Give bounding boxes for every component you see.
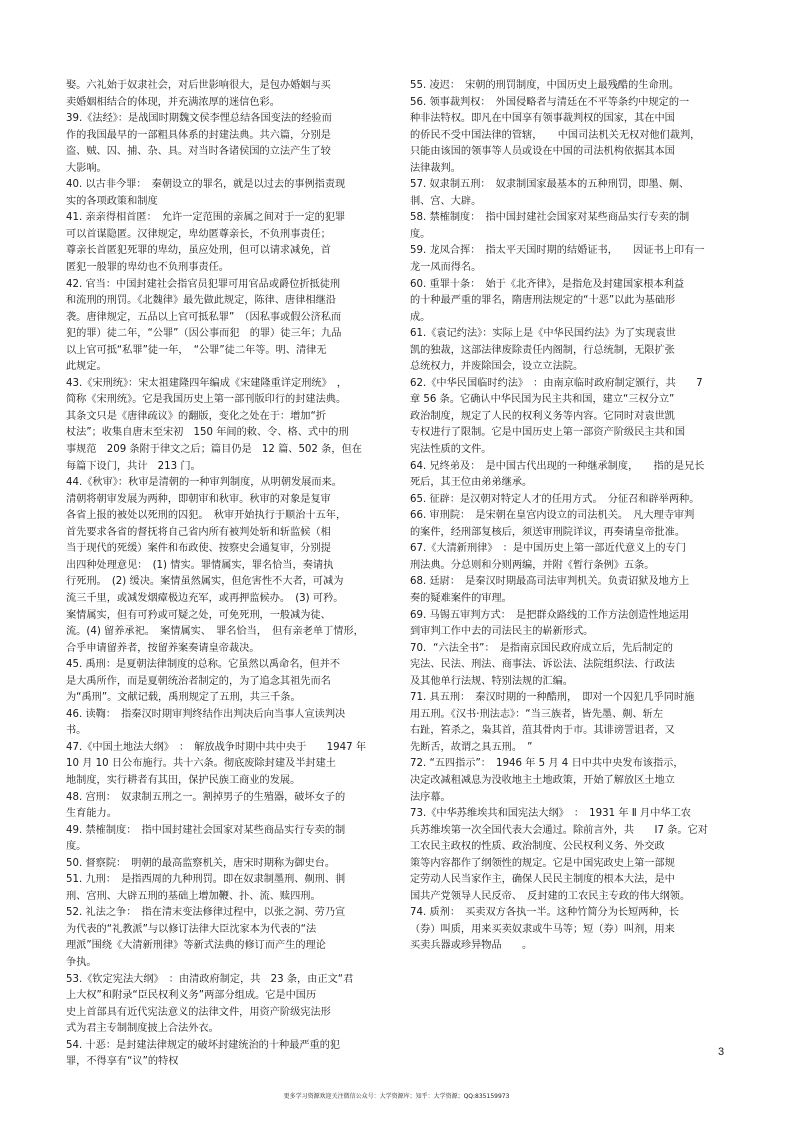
text-line: 10 月 10 日公布施行。共十六条。彻底废除封建及半封建土 xyxy=(66,758,336,770)
text-line: 57. 奴隶制五刑： 奴隶制国家最基本的五种刑罚，即墨、劓、 xyxy=(410,179,690,191)
text-line: 死后，其王位由弟弟继承。 xyxy=(410,477,533,489)
text-line: 为代表的“礼教派”与以修订法律大臣沈家本为代表的“法 xyxy=(66,923,317,935)
text-line: 53.《钦定宪法大纲》 ：由清政府制定，共 23 条，由正文“君 xyxy=(66,973,354,985)
text-line: 度。 xyxy=(66,841,87,853)
text-line: 上大权”和附录“臣民权利义务”两部分组成。它是中国历 xyxy=(66,990,317,1002)
text-line: 专权进行了限制。它是中国历史上第一部资产阶级民主共和国 xyxy=(410,427,686,439)
text-line: 65. 征辟：是汉朝对特定人才的任用方式。 分征召和辟举两种。 xyxy=(410,493,700,505)
text-line: 宪法、民法、刑法、商事法、诉讼法、法院组织法、行政法 xyxy=(410,659,675,671)
text-line: 罪，不得享有“议”的特权 xyxy=(66,1056,179,1068)
text-line: 的案件，经刑部复核后，须送审刑院详议，再奏请皇帝批准。 xyxy=(410,526,686,538)
text-line: 67.《大清新刑律》 ：是中国历史上第一部近代意义上的专门 xyxy=(410,543,686,555)
text-line: 行死刑。 (2) 缓决。案情虽然属实，但危害性不大者，可减为 xyxy=(66,576,344,588)
text-line: 62.《中华民国临时约法》 ：由南京临时政府制定颁行，共 7 xyxy=(410,377,703,389)
text-line: 41. 亲亲得相首匿： 允许一定范围的亲属之间对于一定的犯罪 xyxy=(66,212,346,224)
text-line: 先断舌，故谓之具五刑。 ” xyxy=(410,741,533,753)
text-line: 合乎申请留养者，按留养案奏请皇帝裁决。 xyxy=(66,642,260,654)
text-line: 龙一凤而得名。 xyxy=(410,262,482,274)
text-line: 总统权力，并废除国会，设立立法院。 xyxy=(410,361,584,373)
text-line: 和流刑的刑罚。《北魏律》最先做此规定，陈律、唐律相继沿 xyxy=(66,295,336,307)
right-column xyxy=(410,78,728,955)
text-line: 买卖兵器或珍异物品 。 xyxy=(410,940,533,952)
text-line: 51. 九刑： 是指西周的九种刑罚。即在奴隶制墨刑、劓刑、剕 xyxy=(66,874,346,886)
text-line: 作的我国最早的一部粗具体系的封建法典。共六篇，分别是 xyxy=(66,129,331,141)
text-line: 流三千里，或减发烟瘴极边充军，或再押监候办。 (3) 可矜。 xyxy=(66,592,344,604)
text-line: 40. 以古非今罪： 秦朝设立的罪名，就是以过去的事例指责现 xyxy=(66,179,346,191)
text-line: 47.《中国土地法大纲》 ： 解放战争时期中共中央于 1947 年 xyxy=(66,741,367,753)
text-line: 及其他单行法规、特别法规的汇编。 xyxy=(410,675,573,687)
text-line: 的十种最严重的罪名，隋唐刑法规定的“十恶”以此为基础形 xyxy=(410,295,676,307)
text-line: 56. 领事裁判权： 外国侵略者与清廷在不平等条约中规定的一 xyxy=(410,96,690,108)
text-line: 国共产党领导人民反帝、 反封建的工农民主专政的伟大纲领。 xyxy=(410,890,691,902)
text-line: （券）叫质，用来买卖奴隶或牛马等；短（券）叫剂，用来 xyxy=(410,923,675,935)
text-line: 首先要求各省的督抚将自己省内所有被判处斩和斩监候（相 xyxy=(66,526,331,538)
text-line: 犯的罪）徒二年，“公罪”（因公事而犯 的罪）徒三年；九品 xyxy=(66,328,342,340)
text-line: 种非法特权。即凡在中国享有领事裁判权的国家，其在中国 xyxy=(410,113,675,125)
text-line: 章 56 条。它确认中华民国为民主共和国，建立“三权分立” xyxy=(410,394,675,406)
text-line: 48. 宫刑： 奴隶制五刑之一。割掉男子的生殖器，破坏女子的 xyxy=(66,791,346,803)
text-line: 卖婚姻相结合的体现，并充满浓厚的迷信色彩。 xyxy=(66,96,280,108)
text-line: 策等内容都作了纲领性的规定。它是中国宪政史上第一部规 xyxy=(410,857,675,869)
text-line: 61.《袁记约法》：实际上是《中华民国约法》为了实现袁世 xyxy=(410,328,676,340)
text-line: 大影响。 xyxy=(66,162,107,174)
text-line: 兵苏维埃第一次全国代表大会通过。除前言外，共 Ⅰ7 条。它对 xyxy=(410,824,708,836)
text-line: 每篇下设门，共计 213 门。 xyxy=(66,460,201,472)
text-line: 奏的疑难案件的审理。 xyxy=(410,592,512,604)
text-line: 58. 禁榷制度： 指中国封建社会国家对某些商品实行专卖的制 xyxy=(410,212,690,224)
text-line: 其条文只是《唐律疏议》的翻版，变化之处在于：增加“折 xyxy=(66,410,326,422)
text-line: 简称《宋刑统》。它是我国历史上第一部刊版印行的封建法典。 xyxy=(66,394,347,406)
text-line: 用五刑。《汉书·刑法志》：“当三族者，皆先墨、劓、斩左 xyxy=(410,708,664,720)
text-line: 生育能力。 xyxy=(66,808,117,820)
text-line: 盗、贼、囚、捕、杂、具。对当时各诸侯国的立法产生了较 xyxy=(66,146,331,158)
footer-note: 更多学习资源欢迎关注微信公众号：大学资源库；知乎：大学资源；QQ:835159973 xyxy=(283,1093,510,1100)
text-line: 法序幕。 xyxy=(410,791,451,803)
text-line: 只能由该国的领事等人员或设在中国的司法机构依据其本国 xyxy=(410,146,675,158)
text-line: 68. 廷尉： 是秦汉时期最高司法审判机关。负责诏狱及地方上 xyxy=(410,576,690,588)
text-line: 实的各项政策和制度 xyxy=(66,195,158,207)
text-line: 此规定。 xyxy=(66,361,107,373)
text-line: 定劳动人民当家作主，确保人民民主制度的根本大法，是中 xyxy=(410,874,675,886)
text-line: 史上首部具有近代宪法意义的法律文件，用资产阶级宪法形 xyxy=(66,1006,331,1018)
text-line: 39.《法经》：是战国时期魏文侯李悝总结各国变法的经验而 xyxy=(66,113,332,125)
text-line: 60. 重罪十条： 始于《北齐律》，是指危及封建国家根本利益 xyxy=(410,278,685,290)
text-line: 工农民主政权的性质、政治制度、公民权利义务、外交政 xyxy=(410,841,665,853)
text-line: 54. 十恶：是封建法律规定的破坏封建统治的十种最严重的犯 xyxy=(66,1039,341,1051)
text-line: 刑、宫刑、大辟五刑的基础上增加鞭、扑、流、赎四刑。 xyxy=(66,890,321,902)
text-line: 当于现代的死缓）案件和布政使、按察史会通复审，分别提 xyxy=(66,543,331,555)
text-line: 凯的独裁，这部法律废除责任内阁制，行总统制，无限扩张 xyxy=(410,344,675,356)
text-line: 可以首谋隐匿。汉律规定，卑幼匿尊亲长，不负刑事责任； xyxy=(66,228,331,240)
text-line: 50. 督察院： 明朝的最高监察机关，唐宋时期称为御史台。 xyxy=(66,857,336,869)
text-line: 度。 xyxy=(410,228,431,240)
text-line: 以上官可抵“私罪”徒一年， “公罪”徒二年等。明、清律无 xyxy=(66,344,327,356)
text-line: 袭。唐律规定，五品以上官可抵私罪” （因私事或假公济私而 xyxy=(66,311,342,323)
text-line: 法律裁判。 xyxy=(410,162,461,174)
text-line: 案情属实，但有可矜或可疑之处，可免死刑，一般减为徒、 xyxy=(66,609,331,621)
text-line: 45. 禹刑：是夏朝法律制度的总称。它虽然以禹命名，但并不 xyxy=(66,659,341,671)
text-line: 书。 xyxy=(66,725,87,737)
text-line: 52. 礼法之争： 指在清末变法修律过程中，以张之洞、劳乃宣 xyxy=(66,907,346,919)
text-line: 59. 龙凤合挥： 指太平天国时期的结婚证书， 因证书上印有一 xyxy=(410,245,705,257)
text-line: 46. 读鞫： 指秦汉时期审判终结作出判决后向当事人宣读判决 xyxy=(66,708,346,720)
text-line: 娶。六礼始于奴隶社会，对后世影响很大，是包办婚姻与买 xyxy=(66,80,331,91)
text-line: 政治制度，规定了人民的权利义务等内容。它同时对袁世凯 xyxy=(410,410,675,422)
text-line: 剕、宫、大辟。 xyxy=(410,195,482,207)
text-line: 宪法性质的文件。 xyxy=(410,444,492,456)
text-line: 流。(4) 留养承祀。 案情属实、 罪名恰当， 但有亲老单丁情形， xyxy=(66,626,364,638)
text-line: 出四种处理意见： (1) 情实。罪情属实，罪名恰当，奏请执 xyxy=(66,559,334,571)
text-line: 64. 兄终弟及： 是中国古代出现的一种继承制度， 指的是兄长 xyxy=(410,460,705,472)
text-line: 匿犯一般罪的卑幼也不负刑事责任。 xyxy=(66,262,229,274)
text-line: 44.《秋审》：秋审是清朝的一种审判制度，从明朝发展而来。 xyxy=(66,477,342,489)
text-line: 的侨民不受中国法律的管辖， 中国司法机关无权对他们裁判， xyxy=(410,129,701,141)
text-line: 72. “五四指示”： 1946 年 5 月 4 日中共中央发布该指示， xyxy=(410,758,684,770)
text-line: 地制度，实行耕者有其田，保护民族工商业的发展。 xyxy=(66,774,301,786)
text-line: 争执。 xyxy=(66,956,97,968)
text-line: 成。 xyxy=(410,311,431,323)
text-line: 73.《中华苏维埃共和国宪法大纲》 ： 1931 年 Ⅱ 月中华工农 xyxy=(410,808,691,820)
text-line: 各省上报的被处以死刑的囚犯。 秋审开始执行于顺治十五年， xyxy=(66,510,347,522)
text-line: 66. 审刑院： 是宋朝在皇宫内设立的司法机关。 凡大理寺审判 xyxy=(410,510,695,522)
left-column xyxy=(66,78,388,1071)
text-line: 71. 具五刑： 秦汉时期的一种酷刑， 即对一个囚犯几乎同时施 xyxy=(410,692,695,704)
text-line: 尊亲长首匿犯死罪的卑幼，虽应处刑，但可以请求减免，首 xyxy=(66,245,331,257)
text-line: 43.《宋刑统》：宋太祖建隆四年编成《宋建隆重详定刑统》 ， xyxy=(66,377,348,389)
text-line: 74. 质剂： 买卖双方各执一半。这种竹简分为长短两种，长 xyxy=(410,907,680,919)
text-line: 为“禹刑”。文献记载，禹刑规定了五刑，共三千条。 xyxy=(66,692,301,704)
text-line: 杖法”；收集自唐末至宋初 150 年间的敕、令、格、式中的刑 xyxy=(66,427,349,439)
page-number: 3 xyxy=(718,1046,725,1058)
text-line: 决定改减租减息为没收地主土地政策，开始了解放区土地立 xyxy=(410,774,675,786)
text-line: 49. 禁榷制度： 指中国封建社会国家对某些商品实行专卖的制 xyxy=(66,824,346,836)
text-line: 69. 马锡五审判方式： 是把群众路线的工作方法创造性地运用 xyxy=(410,609,690,621)
text-line: 右趾，笞杀之，枭其首，菹其骨肉于市。其诽谤詈诅者，又 xyxy=(410,725,675,737)
text-line: 式为君主专制制度披上合法外衣。 xyxy=(66,1023,219,1035)
text-line: 42. 官当：中国封建社会指官员犯罪可用官品或爵位折抵徒刑 xyxy=(66,278,341,290)
text-line: 70．“六法全书”： 是指南京国民政府成立后，先后制定的 xyxy=(410,642,673,654)
text-line: 到审判工作中去的司法民主的崭新形式。 xyxy=(410,626,594,638)
text-line: 55. 凌迟： 宋朝的刑罚制度，中国历史上最残酷的生命刑。 xyxy=(410,80,680,91)
text-line: 清朝将朝审发展为两种，即朝审和秋审。秋审的对象是复审 xyxy=(66,493,331,505)
text-line: 事规范 209 条附于律文之后；篇目仍是 12 篇、502 条，但在 xyxy=(66,444,362,456)
text-line: 理派”围绕《大清新刑律》等新式法典的修订而产生的理论 xyxy=(66,940,326,952)
text-line: 刑法典。分总则和分则两编，并附《暂行条例》五条。 xyxy=(410,559,655,571)
text-line: 是大禹所作，而是夏朝统治者制定的，为了追念其祖先而名 xyxy=(66,675,331,687)
